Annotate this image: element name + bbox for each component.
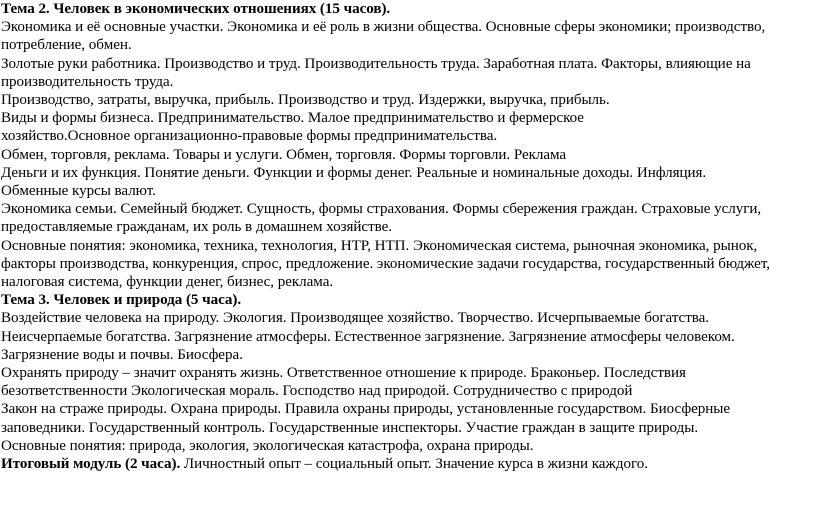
- topic-2-line: потребление, обмен.: [1, 37, 132, 54]
- topic-3-line: Неисчерпаемые богатства. Загрязнение атмосферы. Естественное загрязнение. Загрязнение атмосферы человеком.: [1, 328, 735, 345]
- topic-2-line: Виды и формы бизнеса. Предпринимательство. Малое предпринимательство и фермерское: [1, 110, 584, 127]
- topic-3-line: Загрязнение воды и почвы. Биосфера.: [1, 346, 243, 363]
- topic-3-line: Охранять природу – значит охранять жизнь. Ответственное отношение к природе. Браконьер. Последствия: [1, 365, 686, 382]
- topic-2-line: Деньги и их функция. Понятие деньги. Функции и формы денег. Реальные и номинальные доходы. Инфляция.: [1, 164, 707, 181]
- topic-2-line: факторы производства, конкуренция, спрос, предложение. экономические задачи государства, государственный бюджет,: [1, 255, 770, 272]
- topic-3-line: Закон на страже природы. Охрана природы. Правила охраны природы, установленные государством. Биосферные: [1, 401, 731, 418]
- topic-2-line: Основные понятия: экономика, техника, технология, НТР, НТП. Экономическая система, рыночная экономика, рынок,: [1, 237, 758, 254]
- topic-3-heading: Тема 3. Человек и природа (5 часа).: [1, 292, 242, 309]
- topic-2-line: налоговая система, функции денег, бизнес, реклама.: [1, 274, 334, 291]
- topic-2-line: хозяйство.Основное организационно-правовые формы предпринимательства.: [1, 128, 498, 145]
- final-module-heading: Итоговый модуль (2 часа).: [1, 456, 181, 473]
- topic-2-line: Обмен, торговля, реклама. Товары и услуги. Обмен, торговля. Формы торговли. Реклама: [1, 146, 567, 163]
- topic-2-line: Экономика семьи. Семейный бюджет. Сущность, формы страхования. Формы сбережения граждан. Страховые услуги,: [1, 201, 762, 218]
- topic-2-line: предоставляемые гражданам, их роль в домашнем хозяйстве.: [1, 219, 392, 236]
- final-module-text: Личностный опыт – социальный опыт. Значение курса в жизни каждого.: [180, 456, 648, 473]
- topic-3-line: Воздействие человека на природу. Экология. Производящее хозяйство. Творчество. Исчерпываемые богатства.: [1, 310, 709, 327]
- topic-3-line: безответственности Экологическая мораль. Господство над природой. Сотрудничество с природой: [1, 383, 633, 400]
- topic-2-line: Золотые руки работника. Производство и труд. Производительность труда. Заработная плата. Факторы, влияющие на: [1, 55, 751, 72]
- topic-3-line: заповедники. Государственный контроль. Государственные инспекторы. Участие граждан в защите природы.: [1, 419, 699, 436]
- topic-3-line: Основные понятия: природа, экология, экологическая катастрофа, охрана природы.: [1, 437, 534, 454]
- topic-2-line: производительность труда.: [1, 73, 174, 90]
- final-module-line: [1, 455, 813, 473]
- topic-2-line: Производство, затраты, выручка, прибыль. Производство и труд. Издержки, выручка, прибыль.: [1, 92, 610, 109]
- topic-2-line: Обменные курсы валют.: [1, 183, 156, 200]
- topic-2-line: Экономика и её основные участки. Экономика и её роль в жизни общества. Основные сферы экономики; производство,: [1, 19, 766, 36]
- topic-2-heading: Тема 2. Человек в экономических отношениях (15 часов).: [1, 1, 391, 17]
